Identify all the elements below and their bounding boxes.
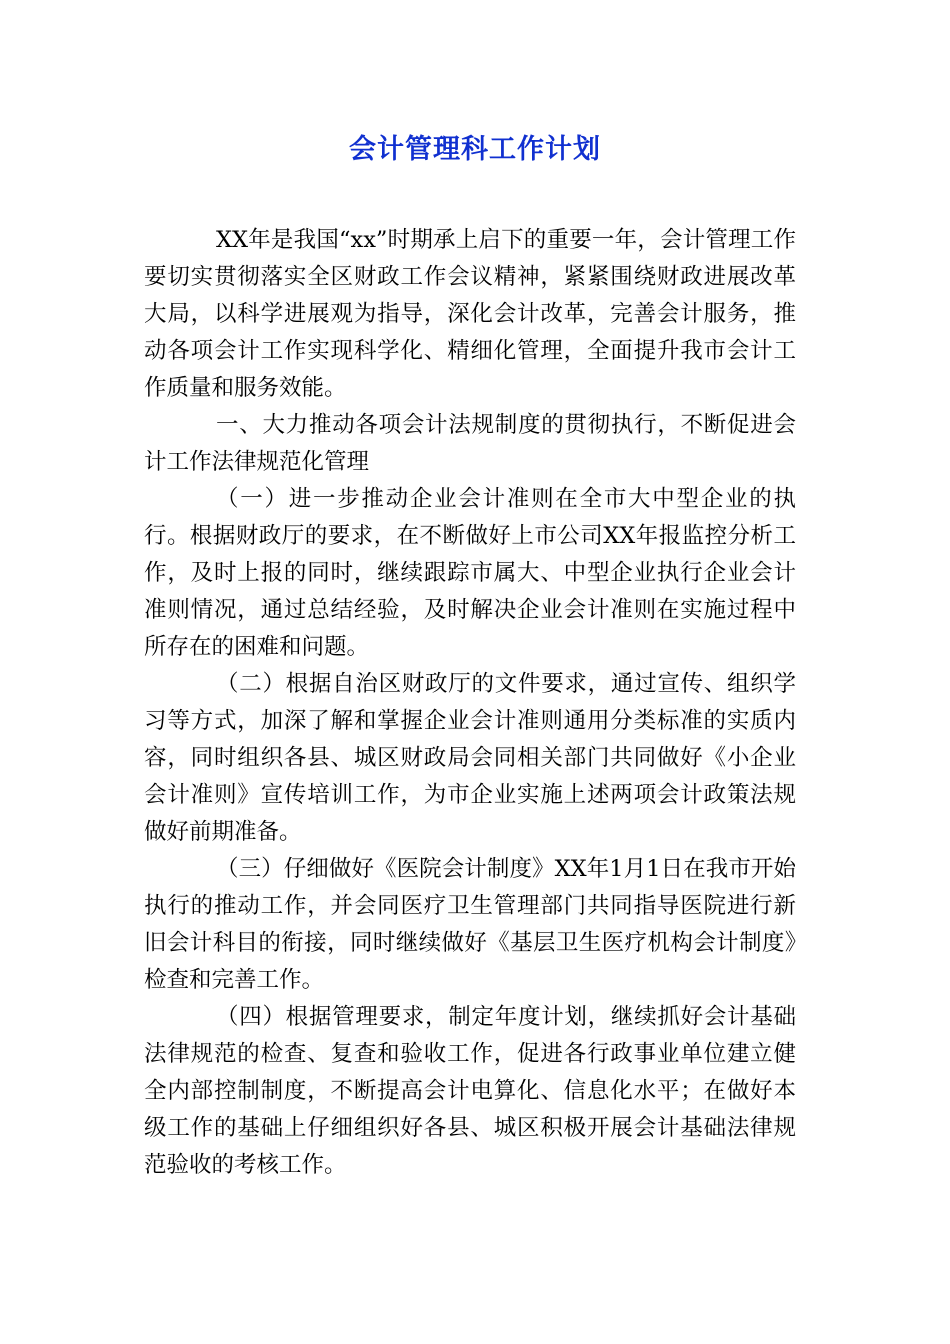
paragraph-intro: XX年是我国“xx”时期承上启下的重要一年，会计管理工作要切实贯彻落实全区财政工作会议精神，紧紧围绕财政进展改革大局，以科学进展观为指导，深化会计改革，完善会计服务，推动各项会计工作实现科学化、精细化管理，全面提升我市会计工作质量和服务效能。 [144,227,796,401]
document-title: 会计管理科工作计划 [349,134,601,165]
paragraph-item-3: （三）仔细做好《医院会计制度》XX年1月1日在我市开始执行的推动工作，并会同医疗卫生管理部门共同指导医院进行新旧会计科目的衔接，同时继续做好《基层卫生医疗机构会计制度》检查和完善工作。 [144,856,796,993]
paragraph-item-1: （一）进一步推动企业会计准则在全市大中型企业的执行。根据财政厅的要求，在不断做好上市公司XX年报监控分析工作，及时上报的同时，继续跟踪市属大、中型企业执行企业会计准则情况，通过总结经验，及时解决企业会计准则在实施过程中所存在的困难和问题。 [144,486,796,660]
paragraph-item-2: （二）根据自治区财政厅的文件要求，通过宣传、组织学习等方式，加深了解和掌握企业会计准则通用分类标准的实质内容，同时组织各县、城区财政局会同相关部门共同做好《小企业会计准则》宣传培训工作，为市企业实施上述两项会计政策法规做好前期准备。 [144,671,796,845]
paragraph-item-4: （四）根据管理要求，制定年度计划，继续抓好会计基础法律规范的检查、复查和验收工作，促进各行政事业单位建立健全内部控制制度，不断提高会计电算化、信息化水平；在做好本级工作的基础上仔细组织好各县、城区积极开展会计基础法律规范验收的考核工作。 [144,1004,796,1178]
document-body [144,222,796,1184]
paragraph-section-1-heading: 一、大力推动各项会计法规制度的贯彻执行，不断促进会计工作法律规范化管理 [144,412,796,475]
